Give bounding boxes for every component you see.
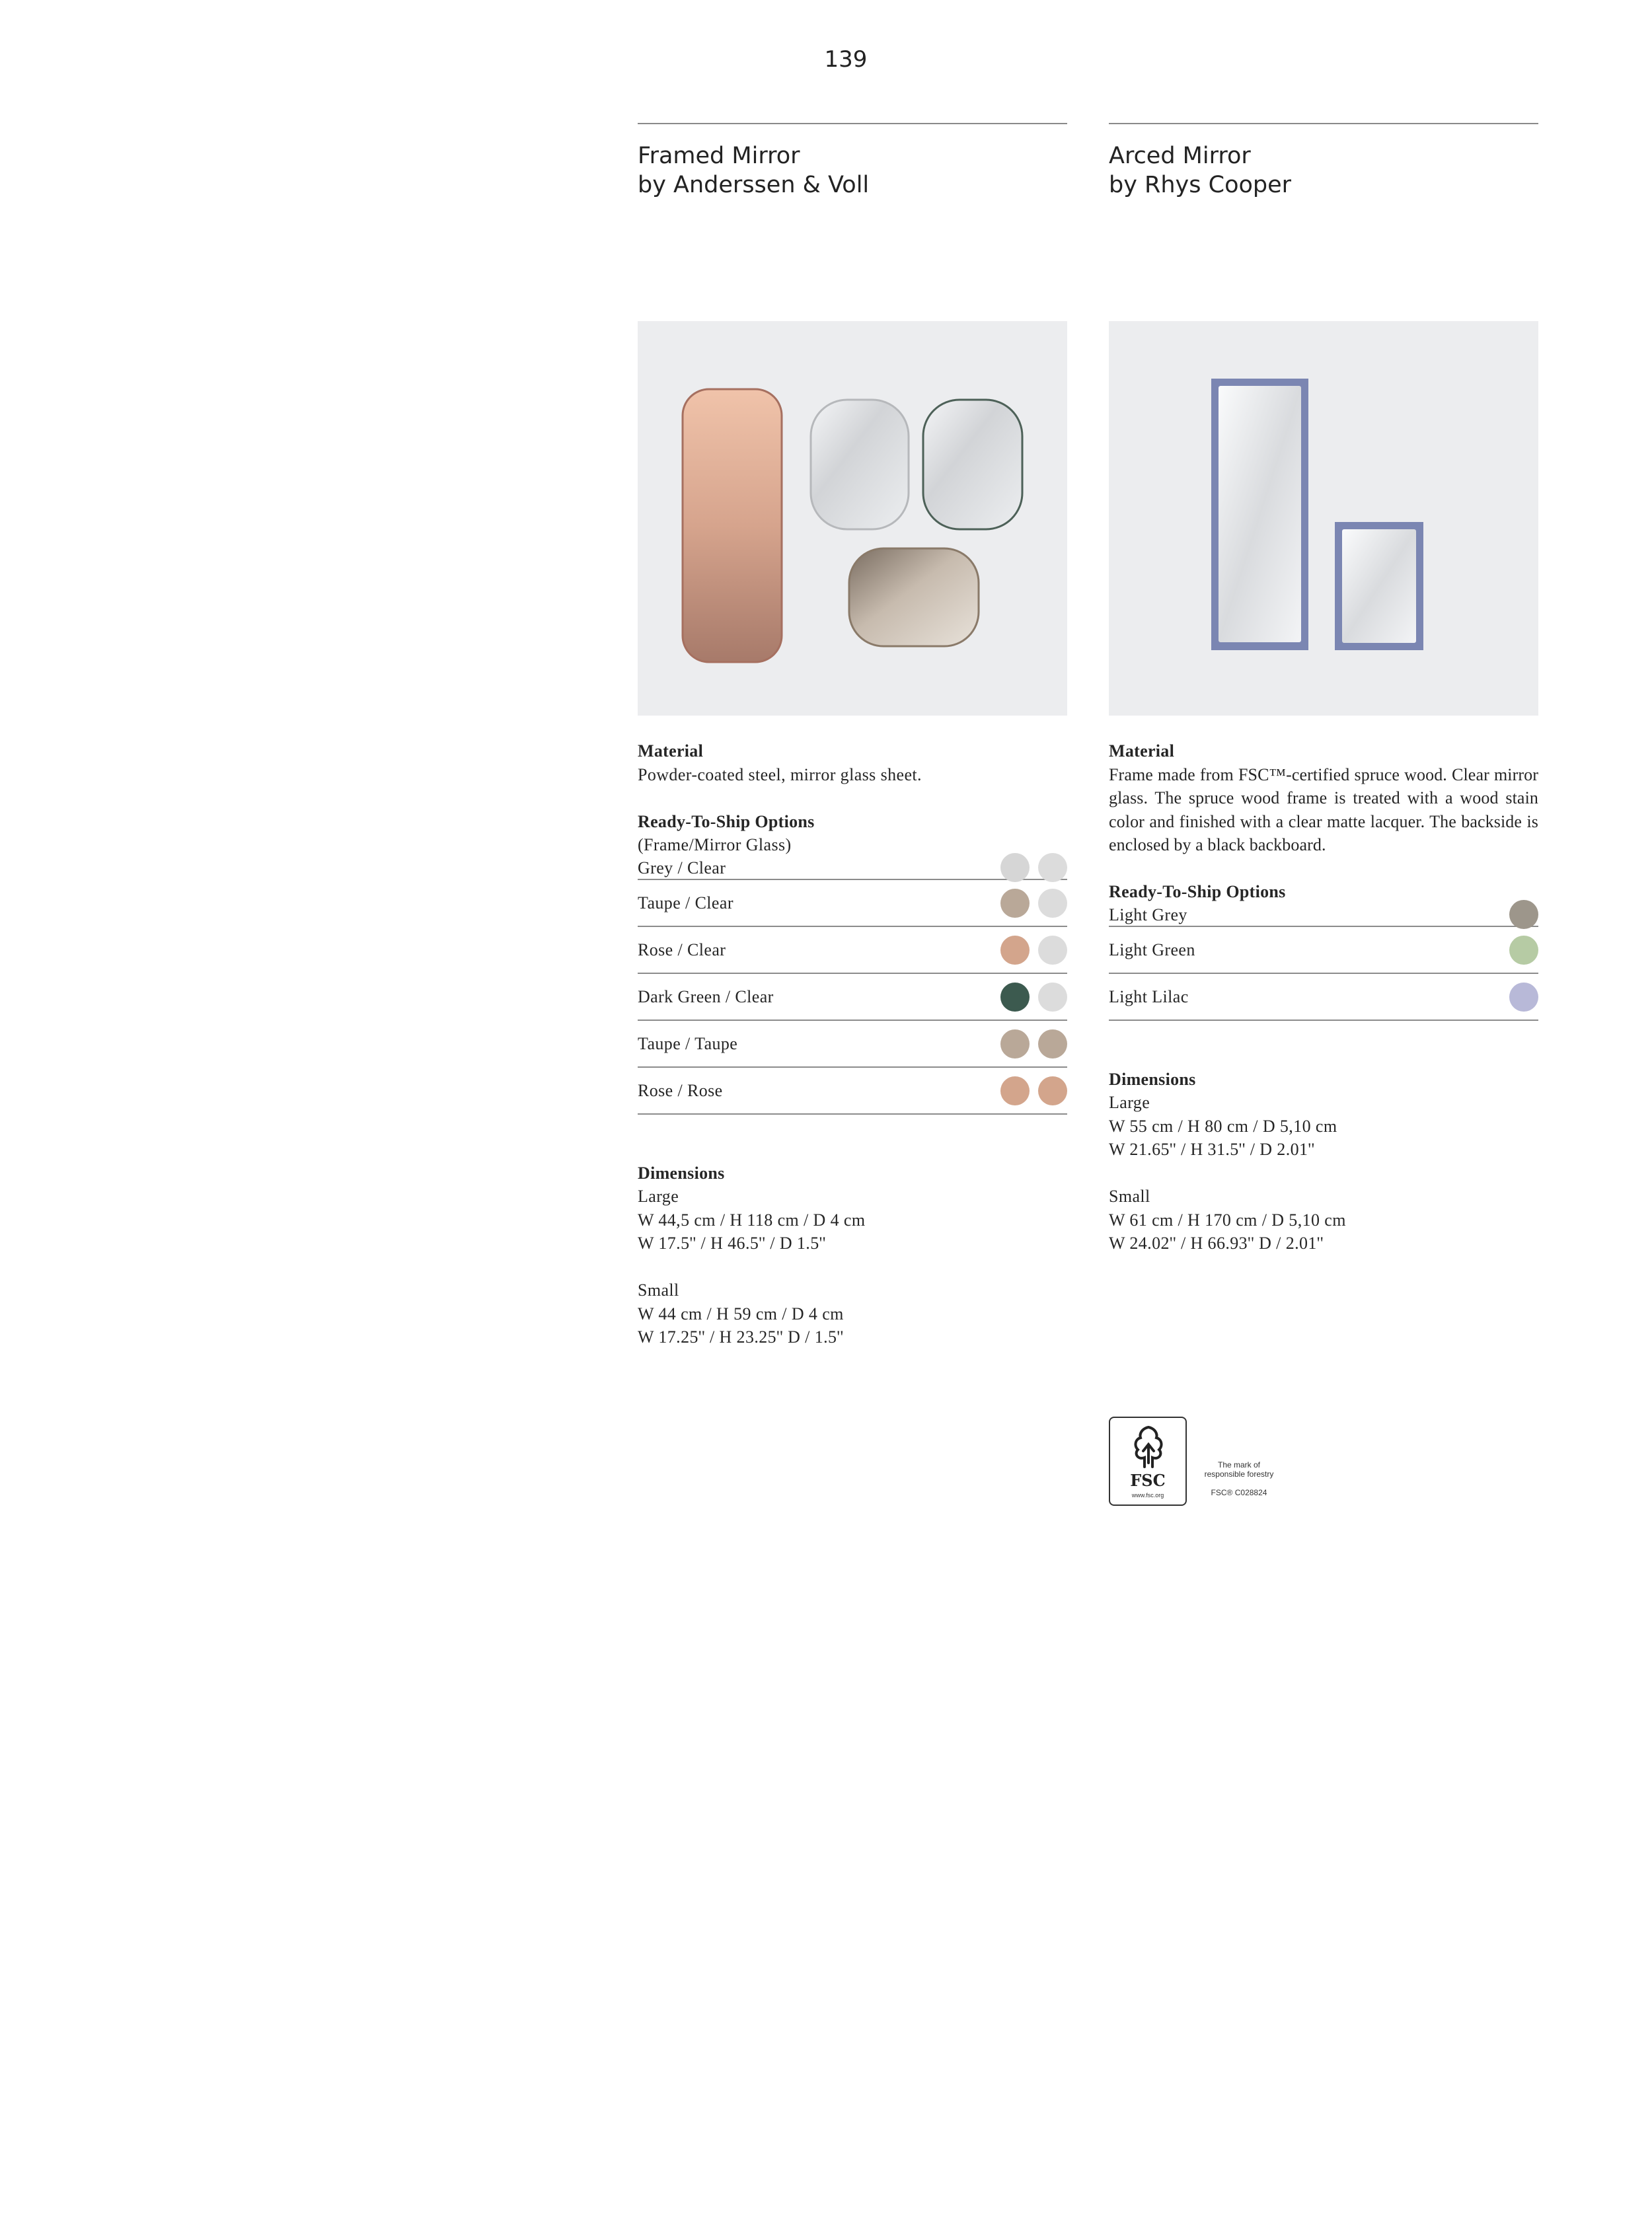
option-label: Light Grey xyxy=(1109,905,1187,924)
color-swatches xyxy=(1000,889,1067,918)
fsc-logo-label: FSC xyxy=(1130,1471,1166,1490)
frame-color-swatch xyxy=(1000,889,1030,918)
glass-color-swatch xyxy=(1038,1029,1067,1059)
dimensions-heading: Dimensions xyxy=(638,1163,725,1183)
option-row xyxy=(638,927,1067,974)
option-label: Dark Green / Clear xyxy=(638,986,774,1006)
option-row xyxy=(638,1021,1067,1068)
frame-color-swatch xyxy=(1509,983,1538,1012)
glass-color-swatch xyxy=(1038,983,1067,1012)
product-designer: by Rhys Cooper xyxy=(1109,172,1292,198)
large-in: W 21.65'' / H 31.5'' / D 2.01'' xyxy=(1109,1140,1315,1159)
options-heading: Ready-To-Ship Options xyxy=(638,811,815,831)
small-label: Small xyxy=(638,1281,679,1300)
options-subheading: (Frame/Mirror Glass) xyxy=(638,835,792,854)
color-swatches xyxy=(1509,900,1538,929)
small-in: W 24.02'' / H 66.93'' D / 2.01'' xyxy=(1109,1234,1324,1253)
arced-mirror-section xyxy=(1109,123,1538,1499)
large-label: Large xyxy=(638,1187,679,1206)
material-text: Powder-coated steel, mirror glass sheet. xyxy=(638,764,922,784)
dimensions-heading: Dimensions xyxy=(1109,1069,1196,1089)
page-number: 139 xyxy=(824,46,868,73)
small-label: Small xyxy=(1109,1187,1150,1206)
large-cm: W 55 cm / H 80 cm / D 5,10 cm xyxy=(1109,1116,1337,1136)
small-in: W 17.25'' / H 23.25'' D / 1.5'' xyxy=(638,1327,844,1347)
option-label: Rose / Clear xyxy=(638,940,726,959)
arced-mirror-product-image xyxy=(1109,321,1538,716)
color-swatches xyxy=(1509,983,1538,1012)
fsc-license-code: FSC® C028824 xyxy=(1211,1488,1267,1497)
framed-mirror-specs xyxy=(638,739,1067,1349)
fsc-mark-line2: responsible forestry xyxy=(1204,1469,1274,1479)
top-divider xyxy=(1109,123,1538,124)
glass-color-swatch xyxy=(1038,1076,1067,1105)
option-row xyxy=(638,1068,1067,1115)
frame-color-swatch xyxy=(1000,1029,1030,1059)
fsc-tree-icon xyxy=(1130,1425,1167,1469)
color-swatches xyxy=(1509,936,1538,965)
fsc-certification-mark xyxy=(1109,1417,1327,1506)
frame-color-swatch xyxy=(1509,936,1538,965)
material-heading: Material xyxy=(1109,741,1175,761)
arced-mirror-specs xyxy=(1109,739,1538,1255)
material-text: Frame made from FSC™-certified spruce wood. Clear mirror glass. The spruce wood frame is treated with a wood stain color and finished with a clear matte lacquer. The backside is enclosed by a black backboard. xyxy=(1109,764,1538,854)
frame-color-swatch xyxy=(1000,983,1030,1012)
arced-mirror-illustration xyxy=(1109,321,1538,716)
fsc-url: www.fsc.org xyxy=(1131,1492,1164,1499)
frame-color-swatch xyxy=(1000,1076,1030,1105)
option-row xyxy=(1109,904,1538,928)
color-swatches xyxy=(1000,1029,1067,1059)
taupe-mirror xyxy=(849,548,979,646)
color-swatches xyxy=(1000,936,1067,965)
grey-mirror xyxy=(811,400,909,529)
color-swatches xyxy=(1000,983,1067,1012)
ready-to-ship-options-list xyxy=(1109,904,1538,1022)
ready-to-ship-options-list xyxy=(638,857,1067,1115)
large-label: Large xyxy=(1109,1093,1150,1112)
framed-mirror-section xyxy=(638,123,1067,1347)
fsc-logo xyxy=(1109,1417,1187,1506)
product-name: Framed Mirror xyxy=(638,143,800,169)
framed-mirror-illustration xyxy=(638,321,1067,716)
option-label: Rose / Rose xyxy=(638,1080,723,1100)
options-heading: Ready-To-Ship Options xyxy=(1109,882,1286,901)
glass-color-swatch xyxy=(1038,936,1067,965)
color-swatches xyxy=(1000,1076,1067,1105)
large-in: W 17.5'' / H 46.5'' / D 1.5'' xyxy=(638,1234,826,1253)
glass-color-swatch xyxy=(1038,853,1067,882)
option-row xyxy=(638,880,1067,927)
product-name: Arced Mirror xyxy=(1109,143,1251,169)
product-title xyxy=(1109,141,1538,200)
small-cm: W 61 cm / H 170 cm / D 5,10 cm xyxy=(1109,1210,1346,1230)
frame-color-swatch xyxy=(1509,900,1538,929)
option-row xyxy=(638,857,1067,881)
large-cm: W 44,5 cm / H 118 cm / D 4 cm xyxy=(638,1210,866,1230)
option-label: Taupe / Taupe xyxy=(638,1033,738,1053)
framed-mirror-product-image xyxy=(638,321,1067,716)
dark-green-mirror xyxy=(923,400,1022,529)
option-label: Light Lilac xyxy=(1109,986,1189,1006)
material-heading: Material xyxy=(638,741,704,761)
option-row xyxy=(1109,927,1538,974)
rose-mirror-large xyxy=(683,389,782,662)
color-swatches xyxy=(1000,853,1067,882)
option-row xyxy=(638,974,1067,1021)
option-label: Taupe / Clear xyxy=(638,893,733,912)
frame-color-swatch xyxy=(1000,936,1030,965)
option-label: Light Green xyxy=(1109,940,1195,959)
frame-color-swatch xyxy=(1000,853,1030,882)
product-designer: by Anderssen & Voll xyxy=(638,172,870,198)
option-row xyxy=(1109,974,1538,1021)
arced-mirror-small-glass xyxy=(1342,529,1416,643)
small-cm: W 44 cm / H 59 cm / D 4 cm xyxy=(638,1304,844,1323)
fsc-mark-text xyxy=(1196,1460,1282,1479)
glass-color-swatch xyxy=(1038,889,1067,918)
option-label: Grey / Clear xyxy=(638,858,726,877)
fsc-mark-line1: The mark of xyxy=(1217,1460,1261,1469)
product-title xyxy=(638,141,1067,200)
arced-mirror-large-glass xyxy=(1219,386,1301,642)
top-divider xyxy=(638,123,1067,124)
